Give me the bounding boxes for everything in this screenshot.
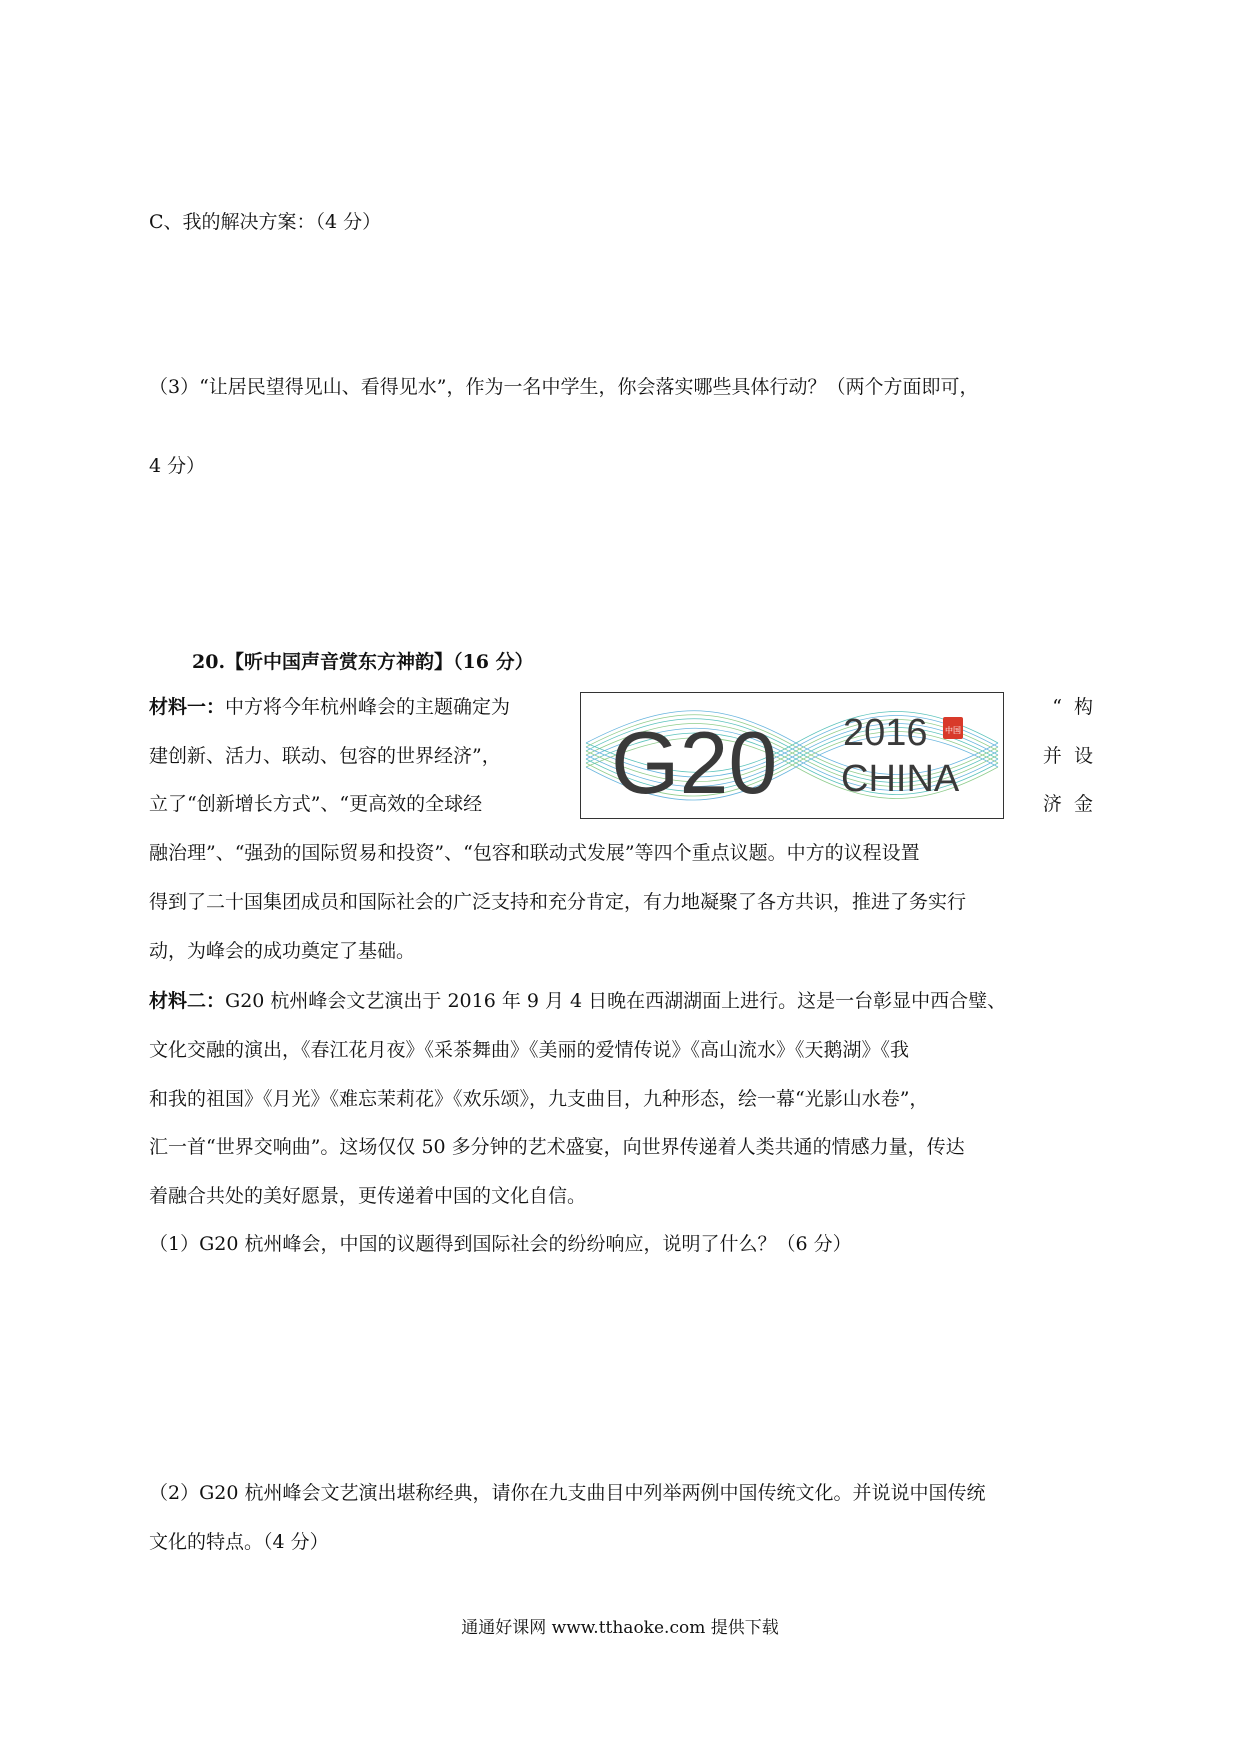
g20-logo (580, 692, 1004, 819)
g20-logo-text: G20 (611, 713, 778, 812)
material-1-row-6: 动，为峰会的成功奠定了基础。 (149, 940, 416, 962)
material-2-row-1 (149, 987, 1006, 1015)
material-1-row-3-left: 立了“创新增长方式”、“更高效的全球经 (149, 793, 483, 815)
material-2-row-1-text: G20 杭州峰会文艺演出于 2016 年 9 月 4 日晚在西湖湖面上进行。这是一台彰显中西合璧、 (225, 990, 1007, 1012)
material-2-row-4: 汇一首“世界交响曲”。这场仅仅 50 多分钟的艺术盛宴，向世界传递着人类共通的情感力量，传达 (149, 1136, 965, 1158)
material-1-row-3-right: 济 金 (1042, 793, 1093, 815)
solution-prompt: C、我的解决方案：（4 分） (149, 211, 382, 233)
material-1-row-1-right: “ 构 (1052, 696, 1093, 718)
material-1-row-1-left: 中方将今年杭州峰会的主题确定为 (225, 696, 511, 718)
g20-logo-year: 2016 (843, 712, 928, 754)
question-20-heading: 20.【听中国声音赏东方神韵】（16 分） (192, 651, 534, 673)
material-2-label: 材料二： (149, 990, 226, 1012)
g20-logo-graphic (581, 693, 1003, 818)
page-footer: 通通好课网 www.tthaoke.com 提供下载 (461, 1618, 779, 1638)
question-20-2-line-1: （2）G20 杭州峰会文艺演出堪称经典，请你在九支曲目中列举两例中国传统文化。并说说中国传统 (149, 1482, 986, 1504)
question-3-line-1: （3）“让居民望得见山、看得见水”，作为一名中学生，你会落实哪些具体行动？（两个方面即可， (149, 376, 979, 398)
material-1-row-2-right: 并 设 (1042, 745, 1093, 767)
question-3-line-2: 4 分） (149, 455, 206, 477)
g20-seal-text: 中国 (945, 726, 961, 735)
material-2-row-5: 着融合共处的美好愿景，更传递着中国的文化自信。 (149, 1185, 587, 1207)
material-2-row-2: 文化交融的演出，《春江花月夜》《采茶舞曲》《美丽的爱情传说》《高山流水》《天鹅湖》《我 (149, 1039, 910, 1061)
material-1-row-4: 融治理”、“强劲的国际贸易和投资”、“包容和联动式发展”等四个重点议题。中方的议程设置 (149, 842, 920, 864)
material-2-row-3: 和我的祖国》《月光》《难忘茉莉花》《欢乐颂》，九支曲目，九种形态，绘一幕“光影山水卷”， (149, 1088, 929, 1110)
material-1-row-2-left: 建创新、活力、联动、包容的世界经济”， (149, 745, 501, 767)
material-1-row-5: 得到了二十国集团成员和国际社会的广泛支持和充分肯定，有力地凝聚了各方共识，推进了务实行 (149, 891, 967, 913)
question-20-1: （1）G20 杭州峰会，中国的议题得到国际社会的纷纷响应，说明了什么？（6 分） (149, 1233, 852, 1255)
g20-seal-icon (943, 717, 963, 739)
g20-logo-country: CHINA (841, 758, 960, 800)
material-1-label: 材料一： (149, 696, 226, 718)
question-20-2-line-2: 文化的特点。（4 分） (149, 1531, 329, 1553)
